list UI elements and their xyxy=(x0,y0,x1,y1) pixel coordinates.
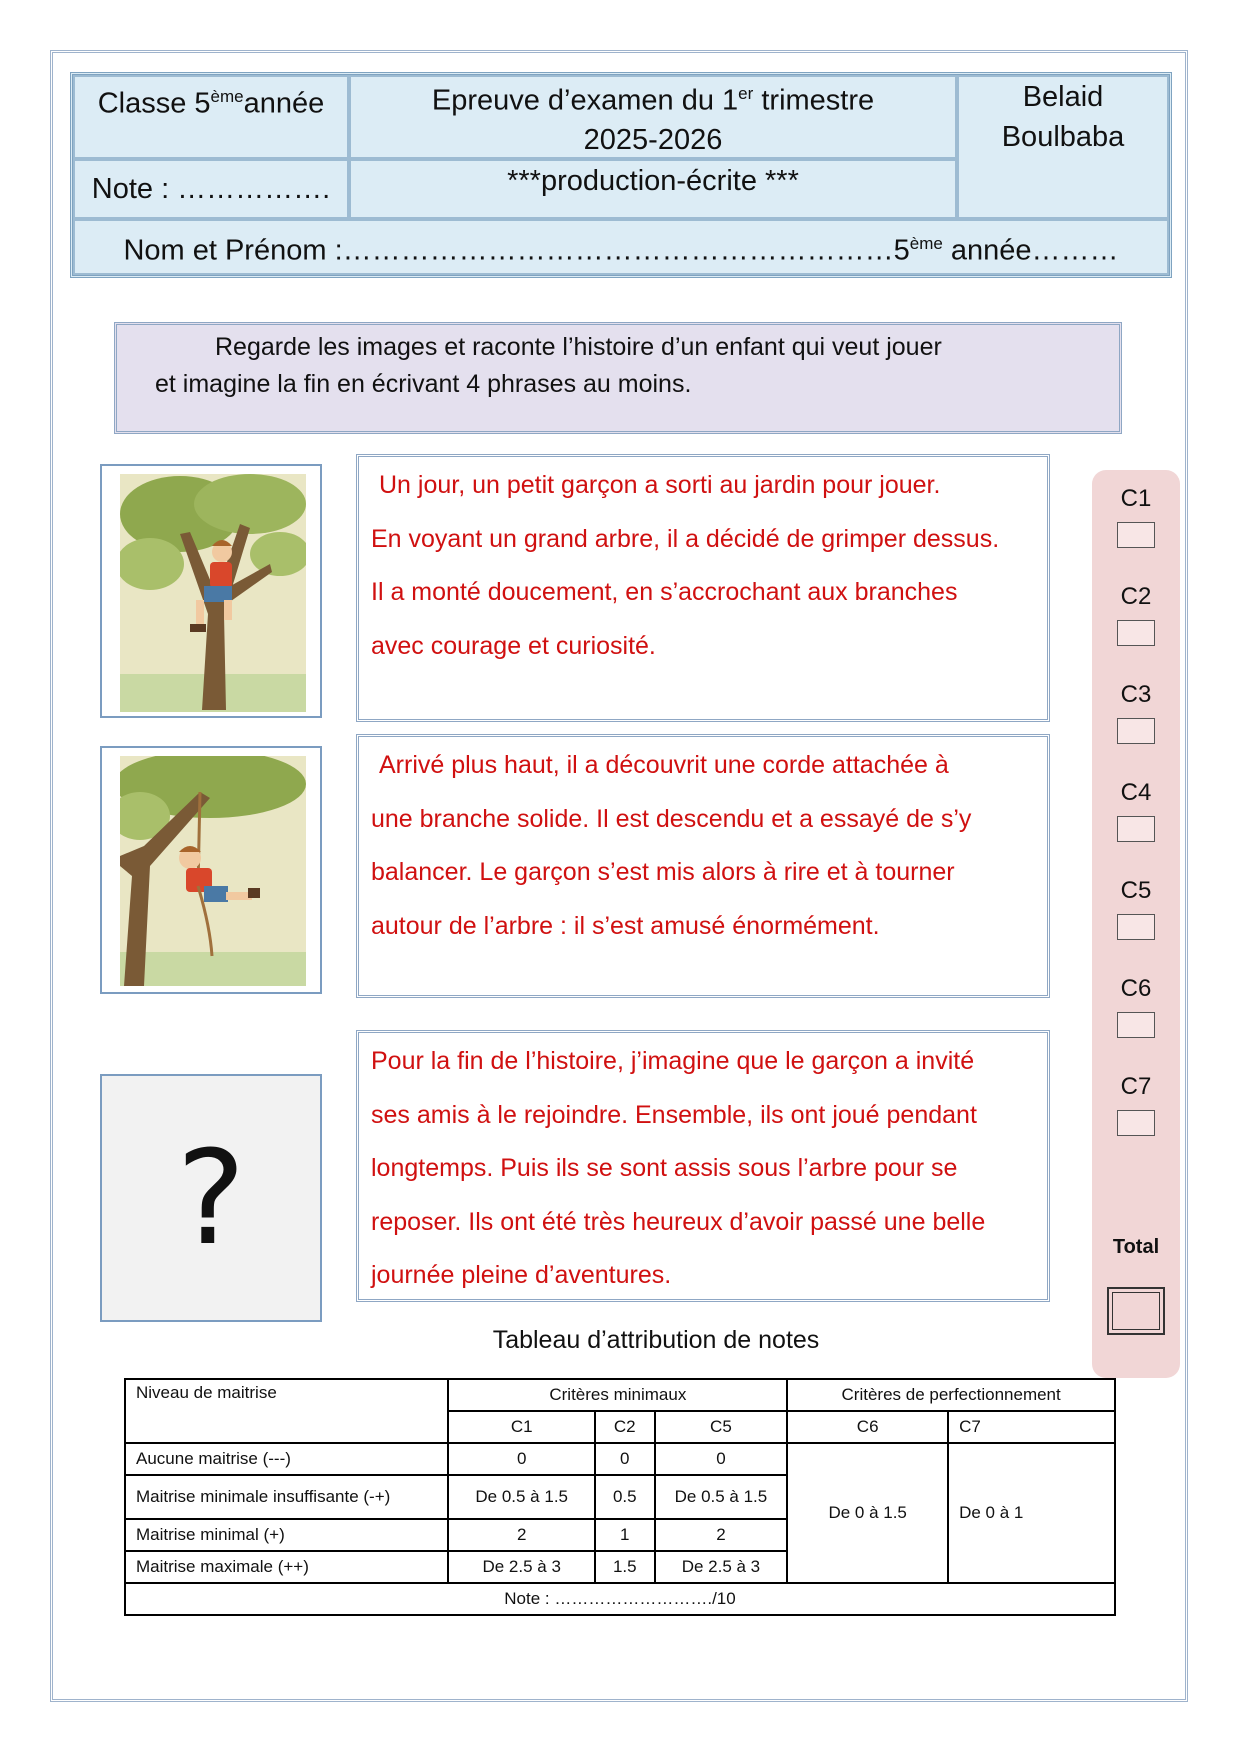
name-field[interactable]: Nom et Prénom :…………………………………………………5ème année……… xyxy=(73,219,1169,275)
col-header: C5 xyxy=(655,1411,788,1443)
story-line: longtemps. Puis ils se sont assis sous l’arbre pour se xyxy=(371,1154,958,1182)
note-total-field[interactable]: Note : ………………………./10 xyxy=(125,1583,1115,1615)
story-line: journée pleine d’aventures. xyxy=(371,1261,672,1289)
story-line: une branche solide. Il est descendu et a essayé de s’y xyxy=(371,804,972,833)
col-header: C7 xyxy=(948,1411,1115,1443)
story-line: avec courage et curiosité. xyxy=(371,631,656,660)
story-line: reposer. Ils ont été très heureux d’avoir passé une belle xyxy=(371,1207,986,1236)
value-cell: De 2.5 à 3 xyxy=(655,1551,788,1583)
story-box-1 xyxy=(356,454,1050,722)
teacher-cell: Belaid Boulbaba xyxy=(957,75,1169,219)
class-cell: Classe 5èmeannée xyxy=(73,75,349,159)
score-box[interactable] xyxy=(1117,718,1155,744)
criteria-panel xyxy=(1092,470,1180,1378)
col-header: C2 xyxy=(595,1411,655,1443)
story-line: autour de l’arbre : il s’est amusé énormément. xyxy=(371,911,880,940)
score-box[interactable] xyxy=(1117,914,1155,940)
level-header: Niveau de maitrise xyxy=(125,1379,448,1443)
grading-table xyxy=(124,1378,1116,1616)
criterion-c2: C2 xyxy=(1092,582,1180,646)
picture-boy-climbing xyxy=(100,464,322,718)
score-box[interactable] xyxy=(1117,1110,1155,1136)
score-box[interactable] xyxy=(1117,522,1155,548)
story-box-2 xyxy=(356,734,1050,998)
group-min-header: Critères minimaux xyxy=(448,1379,787,1411)
col-header: C1 xyxy=(448,1411,595,1443)
value-cell: De 0.5 à 1.5 xyxy=(448,1475,595,1519)
value-cell: 0 xyxy=(595,1443,655,1475)
criterion-c1: C1 xyxy=(1092,484,1180,548)
score-box[interactable] xyxy=(1117,620,1155,646)
value-cell: De 2.5 à 3 xyxy=(448,1551,595,1583)
criterion-c3: C3 xyxy=(1092,680,1180,744)
table-row xyxy=(125,1583,1115,1615)
story-line: Il a monté doucement, en s’accrochant aux branches xyxy=(371,578,958,606)
instruction-box xyxy=(114,322,1122,434)
value-cell: De 0.5 à 1.5 xyxy=(655,1475,788,1519)
subject-cell: ***production-écrite *** xyxy=(349,159,957,219)
boy-climbing-tree-illustration xyxy=(120,474,306,712)
story-line: balancer. Le garçon s’est mis alors à rire et à tourner xyxy=(371,858,955,886)
score-box[interactable] xyxy=(1117,1012,1155,1038)
value-cell: 1 xyxy=(595,1519,655,1551)
exam-title-cell: Epreuve d’examen du 1er trimestre 2025-2026 xyxy=(349,75,957,159)
level-cell: Aucune maitrise (---) xyxy=(125,1443,448,1475)
c6-range: De 0 à 1.5 xyxy=(787,1443,948,1583)
picture-question-mark: ? xyxy=(100,1074,322,1322)
exam-header xyxy=(70,72,1172,278)
story-line: ses amis à le rejoindre. Ensemble, ils ont joué pendant xyxy=(371,1100,977,1129)
table-row xyxy=(125,1443,1115,1475)
criterion-c4: C4 xyxy=(1092,778,1180,842)
story-line: En voyant un grand arbre, il a décidé de grimper dessus. xyxy=(371,524,1000,553)
picture-boy-swinging xyxy=(100,746,322,994)
level-cell: Maitrise minimal (+) xyxy=(125,1519,448,1551)
criterion-c5: C5 xyxy=(1092,876,1180,940)
criterion-c6: C6 xyxy=(1092,974,1180,1038)
story-line: Pour la fin de l’histoire, j’imagine que le garçon a invité xyxy=(371,1047,975,1075)
story-line: Arrivé plus haut, il a découvrit une corde attachée à xyxy=(379,751,949,779)
value-cell: 2 xyxy=(655,1519,788,1551)
school-year: 2025-2026 xyxy=(583,124,723,157)
value-cell: 1.5 xyxy=(595,1551,655,1583)
score-box[interactable] xyxy=(1117,816,1155,842)
grading-table-title: Tableau d’attribution de notes xyxy=(492,1326,820,1354)
story-line: Un jour, un petit garçon a sorti au jardin pour jouer. xyxy=(379,471,941,499)
level-cell: Maitrise minimale insuffisante (-+) xyxy=(125,1475,448,1519)
total-label: Total xyxy=(1112,1236,1160,1258)
value-cell: 0 xyxy=(448,1443,595,1475)
col-header: C6 xyxy=(787,1411,948,1443)
c7-range: De 0 à 1 xyxy=(948,1443,1115,1583)
story-box-3 xyxy=(356,1030,1050,1302)
boy-swinging-rope-illustration xyxy=(120,756,306,986)
level-cell: Maitrise maximale (++) xyxy=(125,1551,448,1583)
group-perf-header: Critères de perfectionnement xyxy=(787,1379,1115,1411)
value-cell: 0.5 xyxy=(595,1475,655,1519)
value-cell: 2 xyxy=(448,1519,595,1551)
note-field[interactable]: Note : ……………. xyxy=(73,159,349,219)
instruction-line-1: Regarde les images et raconte l’histoire d’un enfant qui veut jouer xyxy=(215,333,942,361)
value-cell: 0 xyxy=(655,1443,788,1475)
instruction-line-2: et imagine la fin en écrivant 4 phrases au moins. xyxy=(155,370,692,398)
criterion-c7: C7 xyxy=(1092,1072,1180,1136)
